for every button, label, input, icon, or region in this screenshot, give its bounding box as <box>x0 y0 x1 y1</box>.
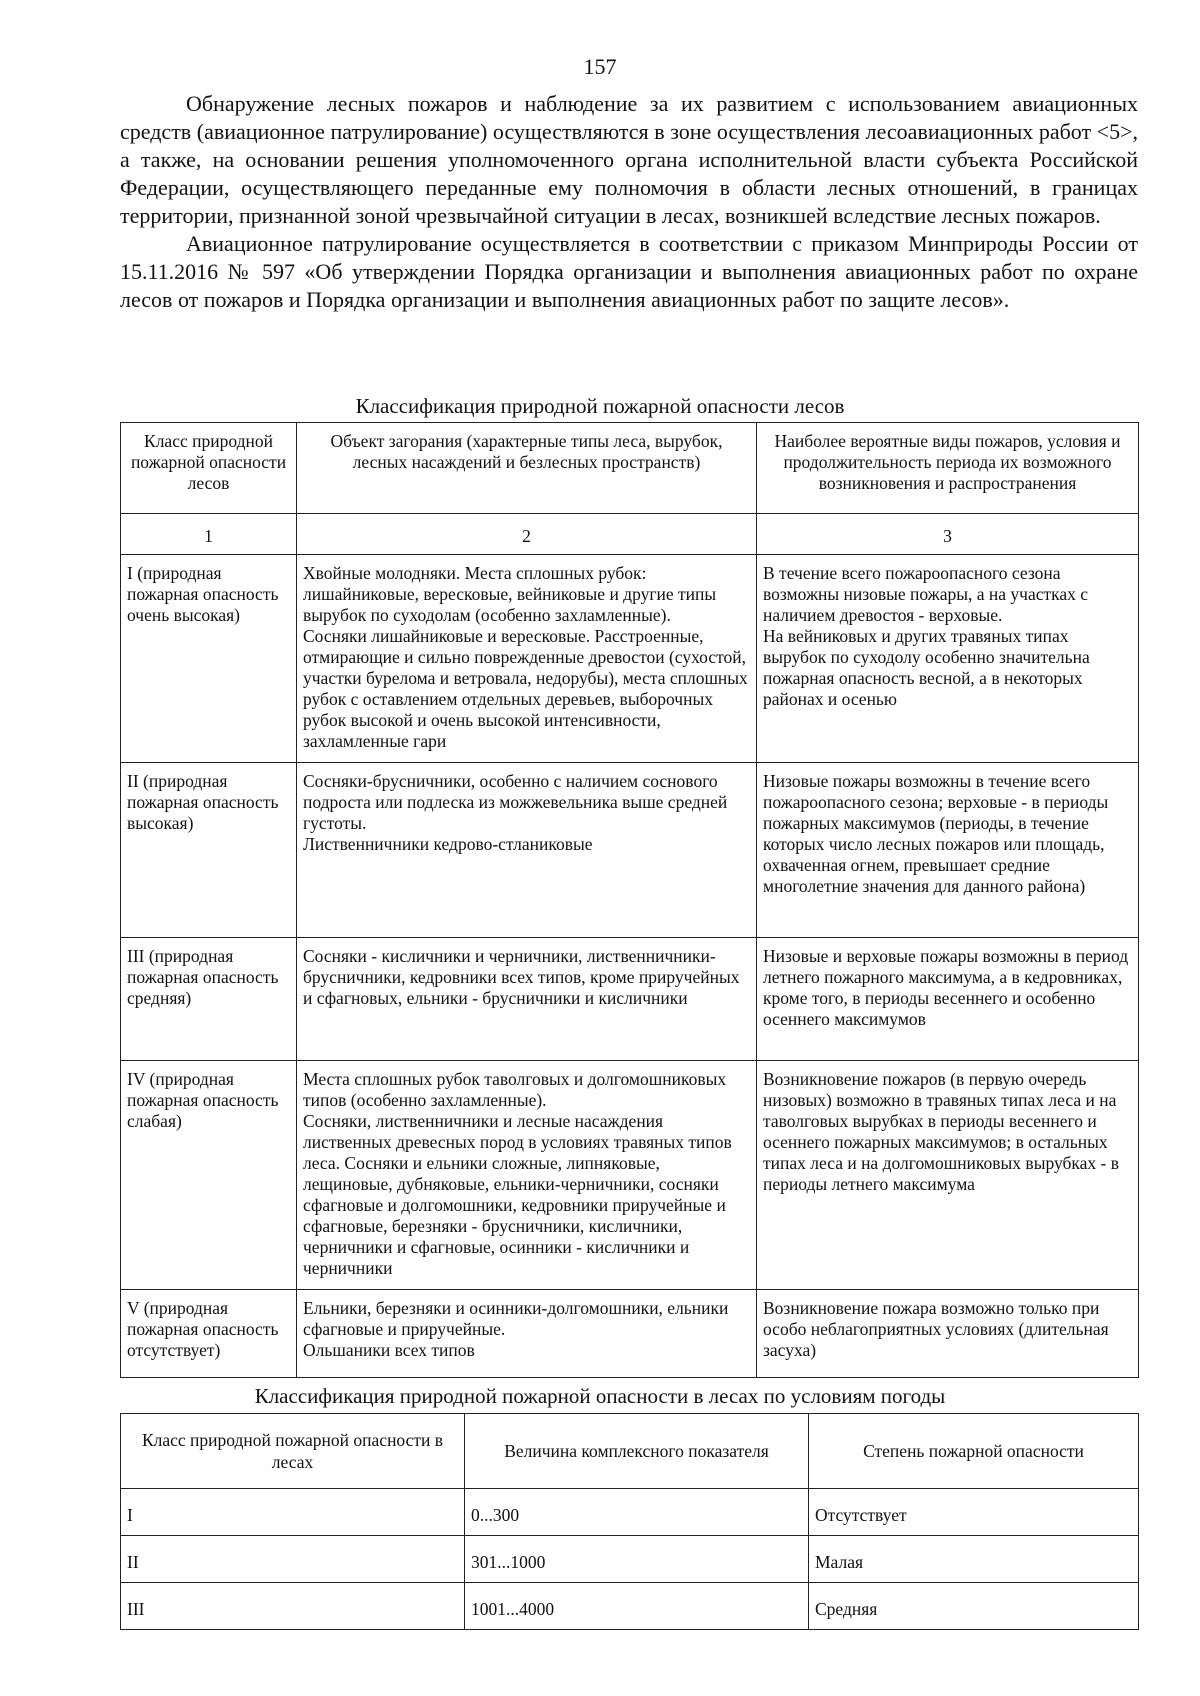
page-number: 157 <box>583 54 617 79</box>
fire-text: Низовые и верховые пожары возможны в период летнего пожарного максимума, а в кедровниках, кроме того, в периоды весеннего и особенно осеннего максимумов <box>763 946 1129 1029</box>
object-cell <box>297 1290 757 1378</box>
intro-text <box>120 90 1138 314</box>
table1-number-row <box>121 514 1139 555</box>
weather-class-cell: III <box>121 1583 465 1630</box>
table2-header-class: Класс природной пожарной опасности в лесах <box>121 1414 465 1489</box>
table2-header-value: Величина комплексного показателя <box>465 1414 809 1489</box>
index-value-cell: 301...1000 <box>465 1536 809 1583</box>
table-row <box>121 1061 1139 1290</box>
table-row <box>121 1536 1139 1583</box>
intro-paragraph-2: Авиационное патрулирование осуществляется в соответствии с приказом Минприроды России от 15.11.2016 № 597 «Об утверждении Порядка организации и выполнения авиационных работ по охране лесов от пожаров и Порядка организации и выполнения авиационных работ по защите лесов». <box>120 231 1138 312</box>
object-cell <box>297 938 757 1061</box>
table1-col-number: 3 <box>757 514 1139 555</box>
fire-text: Возникновение пожаров (в первую очередь низовых) возможно в травяных типах леса и на таволговых вырубках в периоды весеннего и осеннего пожарных максимумов; в остальных типах леса и на долгомошниковых вырубках - в периоды летнего максимума <box>763 1069 1119 1194</box>
fire-type-cell <box>757 1290 1139 1378</box>
object-cell <box>297 763 757 938</box>
fire-type-cell <box>757 1061 1139 1290</box>
table1-header-class: Класс природной пожарной опасности лесов <box>121 423 297 514</box>
fire-text: Низовые пожары возможны в течение всего пожароопасного сезона; верховые - в периоды пожарных максимумов (периоды, в течение которых число лесных пожаров или площадь, охваченная огнем, превышает средние многолетние значения для данного района) <box>763 771 1109 896</box>
object-text: Лиственничники кедрово-стланиковые <box>303 834 593 854</box>
danger-degree-cell: Малая <box>809 1536 1139 1583</box>
weather-fire-danger-table <box>120 1413 1139 1630</box>
fire-text: Возникновение пожара возможно только при особо неблагоприятных условиях (длительная засуха) <box>763 1298 1109 1360</box>
class-cell: IV (природная пожарная опасность слабая) <box>121 1061 297 1290</box>
object-text: Сосняки лишайниковые и вересковые. Расстроенные, отмирающие и сильно поврежденные древостои (сухостой, участки бурелома и ветровала, недорубы), места сплошных рубок с оставлением отдельных деревьев, выборочных рубок высокой и очень высокой интенсивности, захламленные гари <box>303 626 748 751</box>
fire-type-cell <box>757 763 1139 938</box>
table1-col-number: 2 <box>297 514 757 555</box>
fire-text: В течение всего пожароопасного сезона возможны низовые пожары, а на участках с наличием древостоя - верховые. <box>763 563 1089 625</box>
object-cell <box>297 555 757 763</box>
table-row <box>121 1583 1139 1630</box>
table-row <box>121 938 1139 1061</box>
fire-danger-class-table <box>120 422 1139 1378</box>
class-cell: III (природная пожарная опасность средняя) <box>121 938 297 1061</box>
table2-caption: Классификация природной пожарной опасности в лесах по условиям погоды <box>254 1384 946 1408</box>
object-cell <box>297 1061 757 1290</box>
fire-text: На вейниковых и других травяных типах вырубок по суходолу особенно значительна пожарная опасность весной, а в некоторых районах и осенью <box>763 626 1090 709</box>
table2-header-row <box>121 1414 1139 1489</box>
danger-degree-cell: Отсутствует <box>809 1489 1139 1536</box>
object-text: Сосняки, лиственничники и лесные насаждения лиственных древесных пород в условиях травяных типов леса. Сосняки и ельники сложные, липняковые, лещиновые, дубняковые, ельники-черничники, сосняки сфагновые и долгомошники, кедровники приручейные и сфагновые, березняки - брусничники, кисличники, черничники и сфагновые, осинники - кисличники и черничники <box>303 1111 732 1278</box>
danger-degree-cell: Средняя <box>809 1583 1139 1630</box>
index-value-cell: 1001...4000 <box>465 1583 809 1630</box>
table-row <box>121 763 1139 938</box>
table1-header-fires: Наиболее вероятные виды пожаров, условия и продолжительность периода их возможного возникновения и распространения <box>757 423 1139 514</box>
table-row <box>121 555 1139 763</box>
object-text: Сосняки-брусничники, особенно с наличием соснового подроста или подлеска из можжевельника выше средней густоты. <box>303 771 728 833</box>
table1-header-object: Объект загорания (характерные типы леса, вырубок, лесных насаждений и безлесных пространств) <box>297 423 757 514</box>
object-text: Ельники, березняки и осинники-долгомошники, ельники сфагновые и приручейные. <box>303 1298 729 1339</box>
weather-class-cell: II <box>121 1536 465 1583</box>
class-cell: I (природная пожарная опасность очень высокая) <box>121 555 297 763</box>
class-cell: II (природная пожарная опасность высокая) <box>121 763 297 938</box>
table-row <box>121 1290 1139 1378</box>
table1-caption: Классификация природной пожарной опасности лесов <box>355 394 845 418</box>
object-text: Хвойные молодняки. Места сплошных рубок: лишайниковые, вересковые, вейниковые и другие типы вырубок по суходолам (особенно захламленные). <box>303 563 717 625</box>
object-text: Ольшаники всех типов <box>303 1340 475 1360</box>
intro-paragraph-1: Обнаружение лесных пожаров и наблюдение за их развитием с использованием авиационных средств (авиационное патрулирование) осуществляются в зоне осуществления лесоавиационных работ <5>, а также, на основании решения уполномоченного органа исполнительной власти субъекта Российской Федерации, осуществляющего переданные ему полномочия в области лесных отношений, в границах территории, признанной зоной чрезвычайной ситуации в лесах, возникшей вследствие лесных пожаров. <box>120 91 1138 228</box>
object-text: Сосняки - кисличники и черничники, лиственничники-брусничники, кедровники всех типов, кроме приручейных и сфагновых, ельники - брусничники и кисличники <box>303 946 740 1008</box>
fire-type-cell <box>757 555 1139 763</box>
table1-header-row <box>121 423 1139 514</box>
object-text: Места сплошных рубок таволговых и долгомошниковых типов (особенно захламленные). <box>303 1069 727 1110</box>
table1-col-number: 1 <box>121 514 297 555</box>
fire-type-cell <box>757 938 1139 1061</box>
weather-class-cell: I <box>121 1489 465 1536</box>
table2-header-degree: Степень пожарной опасности <box>809 1414 1139 1489</box>
class-cell: V (природная пожарная опасность отсутствует) <box>121 1290 297 1378</box>
index-value-cell: 0...300 <box>465 1489 809 1536</box>
table-row <box>121 1489 1139 1536</box>
